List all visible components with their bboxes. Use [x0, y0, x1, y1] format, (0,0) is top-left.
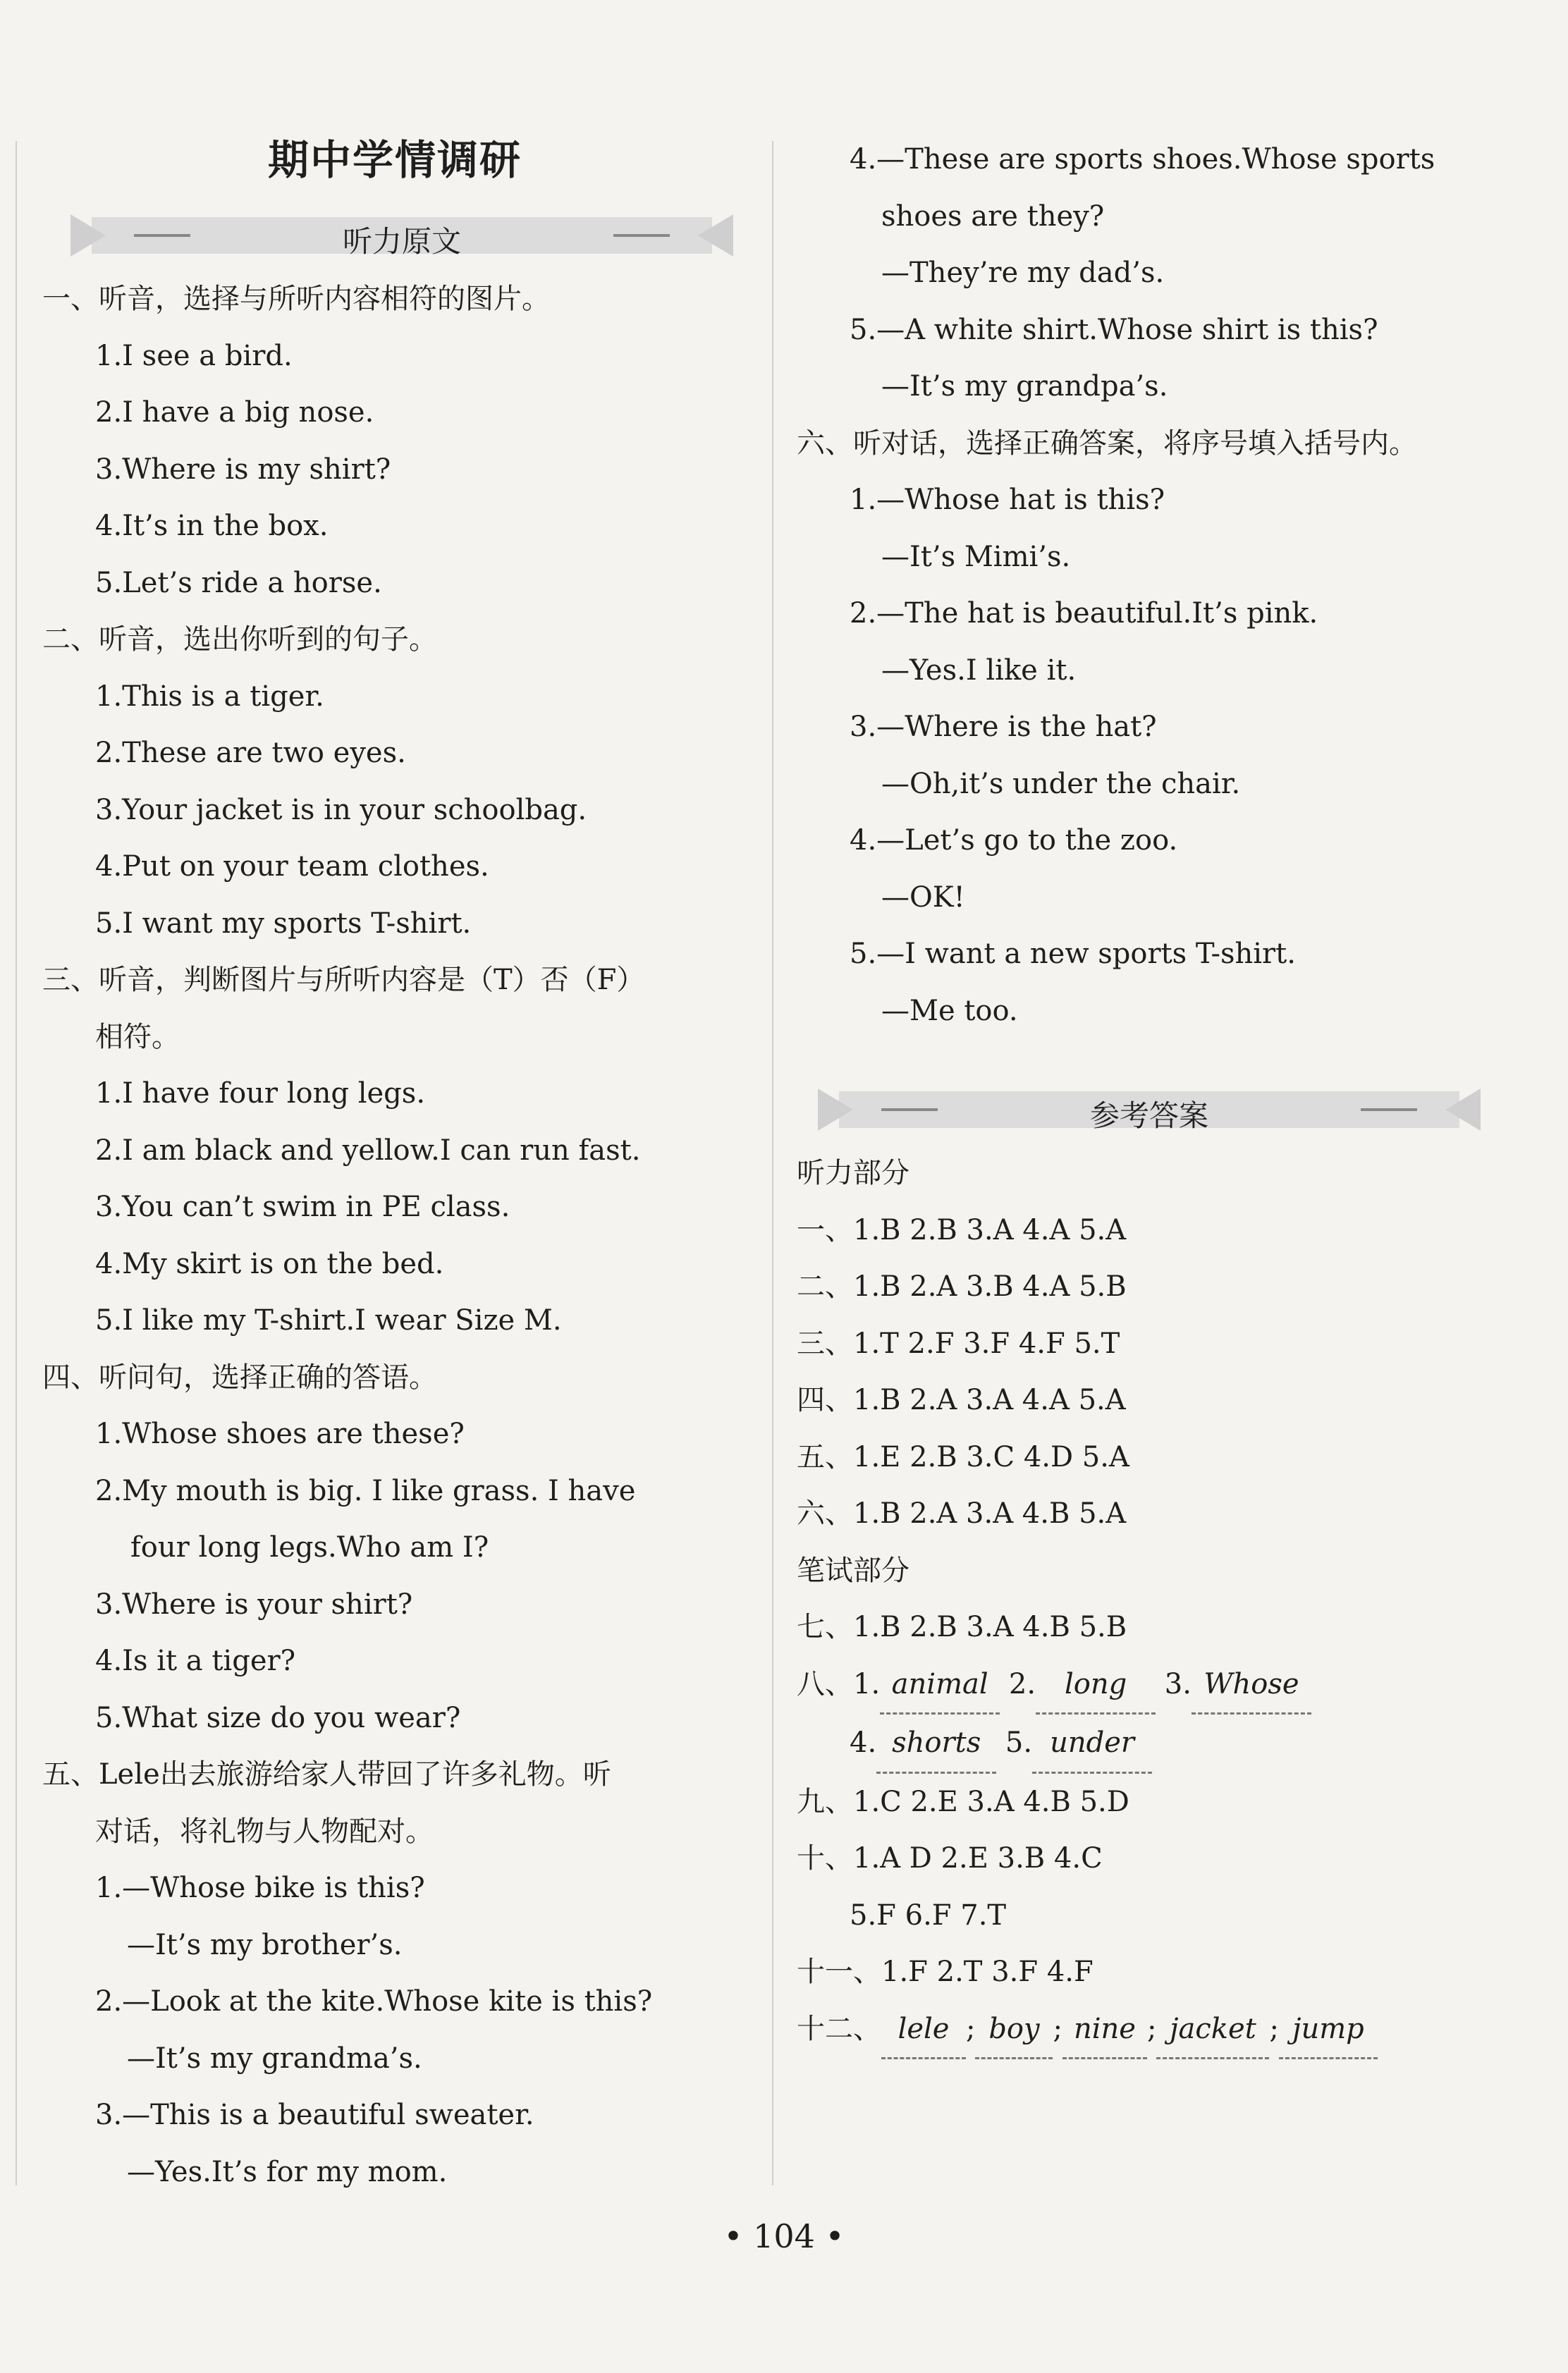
- section-heading: 四、听问句，选择正确的答语。: [42, 1361, 437, 1394]
- list-item-reply: —Me too.: [881, 994, 1018, 1027]
- answer-row: 七、1.B 2.B 3.A 4.B 5.B: [797, 1611, 1127, 1643]
- list-item: 3.Your jacket is in your schoolbag.: [95, 793, 587, 826]
- list-item: 4.Is it a tiger?: [95, 1645, 296, 1677]
- answer-subheading: 笔试部分: [797, 1554, 909, 1587]
- answer-row: 一、1.B 2.B 3.A 4.A 5.A: [797, 1213, 1127, 1246]
- list-item-reply: —It’s Mimi’s.: [881, 540, 1071, 573]
- list-item: 5.What size do you wear?: [95, 1701, 461, 1734]
- answer-row: 五、1.E 2.B 3.C 4.D 5.A: [797, 1440, 1129, 1473]
- list-item-reply: —They’re my dad’s.: [881, 257, 1165, 289]
- answer-row: 四、1.B 2.A 3.A 4.A 5.A: [797, 1384, 1126, 1416]
- handwritten-answer: under: [1032, 1715, 1152, 1774]
- page-title: 期中学情调研: [267, 136, 522, 184]
- list-item: 4.—Let’s go to the zoo.: [850, 824, 1178, 857]
- answer-row-handwritten: 4. shorts 5. under: [797, 1715, 1502, 1774]
- list-item-reply: —OK!: [881, 881, 965, 914]
- list-item: 2.These are two eyes.: [95, 737, 406, 769]
- handwritten-answer: nine: [1062, 2001, 1147, 2060]
- handwritten-answer: Whose: [1192, 1656, 1311, 1715]
- list-item: 3.—Where is the hat?: [850, 711, 1157, 743]
- list-item-reply: —It’s my brother’s.: [127, 1928, 403, 1961]
- list-item: 3.Where is your shirt?: [95, 1588, 413, 1621]
- list-item: 2.—Look at the kite.Whose kite is this?: [95, 1985, 653, 2018]
- list-item-reply: —Yes.It’s for my mom.: [127, 2155, 448, 2188]
- answer-row: 九、1.C 2.E 3.A 4.B 5.D: [797, 1785, 1129, 1818]
- page-number: • 104 •: [723, 2217, 845, 2255]
- answer-row: 二、1.B 2.A 3.B 4.A 5.B: [797, 1270, 1127, 1303]
- list-item: 4.Put on your team clothes.: [95, 850, 489, 883]
- section-heading: 五、Lele出去旅游给家人带回了许多礼物。听: [42, 1758, 611, 1791]
- section-heading: 六、听对话，选择正确答案，将序号填入括号内。: [797, 427, 1417, 460]
- list-item: 4.—These are sports shoes.Whose sports: [850, 143, 1435, 176]
- list-item: 3.—This is a beautiful sweater.: [95, 2099, 534, 2131]
- answer-row-handwritten: 十二、 lele ; boy ; nine ; jacket ; jump: [797, 2001, 1502, 2060]
- list-item: 3.You can’t swim in PE class.: [95, 1191, 510, 1223]
- list-item: 1.This is a tiger.: [95, 680, 324, 713]
- list-item: 1.Whose shoes are these?: [95, 1418, 465, 1450]
- section-heading-cont: 相符。: [95, 1020, 180, 1053]
- column-divider: [772, 141, 773, 2185]
- list-item-cont: four long legs.Who am I?: [130, 1531, 489, 1564]
- list-item: 3.Where is my shirt?: [95, 453, 391, 486]
- list-item: 4.My skirt is on the bed.: [95, 1247, 444, 1280]
- section-heading: 一、听音，选择与所听内容相符的图片。: [42, 283, 550, 315]
- list-item-reply: —It’s my grandpa’s.: [881, 370, 1168, 403]
- section-heading: 二、听音，选出你听到的句子。: [42, 623, 437, 656]
- banner-answer-key: [818, 1081, 1481, 1138]
- list-item: 1.—Whose bike is this?: [95, 1872, 425, 1904]
- list-item-reply: —Oh,it’s under the chair.: [881, 767, 1241, 800]
- answer-row: 六、1.B 2.A 3.A 4.B 5.A: [797, 1497, 1127, 1530]
- answer-row: 十、1.A D 2.E 3.B 4.C: [797, 1842, 1103, 1875]
- right-column: [797, 131, 1502, 2059]
- section-heading: 三、听音，判断图片与所听内容是（T）否（F）: [42, 964, 645, 996]
- left-column: [42, 127, 747, 2200]
- handwritten-answer: long: [1036, 1656, 1156, 1715]
- list-item: 4.It’s in the box.: [95, 510, 329, 542]
- list-item: 2.—The hat is beautiful.It’s pink.: [850, 597, 1318, 630]
- list-item: 5.Let’s ride a horse.: [95, 566, 382, 599]
- banner-title: 参考答案: [1089, 1098, 1208, 1133]
- list-item: 2.I have a big nose.: [95, 396, 374, 429]
- list-item: 1.—Whose hat is this?: [850, 484, 1165, 516]
- handwritten-answer: jacket: [1156, 2001, 1269, 2060]
- handwritten-answer: animal: [880, 1656, 1000, 1715]
- list-item-reply: —Yes.I like it.: [881, 654, 1077, 687]
- answer-row: 5.F 6.F 7.T: [850, 1899, 1007, 1932]
- list-item-cont: shoes are they?: [881, 200, 1105, 233]
- answer-subheading: 听力部分: [797, 1157, 909, 1189]
- list-item: 5.I want my sports T-shirt.: [95, 907, 472, 940]
- list-item: 2.My mouth is big. I like grass. I have: [95, 1474, 636, 1507]
- handwritten-answer: jump: [1279, 2001, 1378, 2060]
- section-heading-cont: 对话，将礼物与人物配对。: [95, 1815, 434, 1848]
- banner-listening-transcript: [71, 207, 733, 264]
- list-item: 5.I like my T-shirt.I wear Size M.: [95, 1304, 562, 1337]
- answer-row-handwritten: 八、1. animal 2. long 3. Whose: [797, 1656, 1502, 1715]
- list-item: 5.—A white shirt.Whose shirt is this?: [850, 313, 1378, 346]
- handwritten-answer: lele: [881, 2001, 966, 2060]
- left-margin-rule: [16, 141, 17, 2185]
- list-item: 5.—I want a new sports T-shirt.: [850, 938, 1296, 970]
- banner-title: 听力原文: [342, 224, 461, 259]
- answer-row: 十一、1.F 2.T 3.F 4.F: [797, 1956, 1094, 1988]
- list-item: 1.I see a bird.: [95, 339, 293, 372]
- list-item-reply: —It’s my grandma’s.: [127, 2042, 422, 2075]
- answer-row: 三、1.T 2.F 3.F 4.F 5.T: [797, 1327, 1120, 1360]
- list-item: 1.I have four long legs.: [95, 1077, 426, 1110]
- handwritten-answer: boy: [975, 2001, 1053, 2060]
- handwritten-answer: shorts: [876, 1715, 996, 1774]
- list-item: 2.I am black and yellow.I can run fast.: [95, 1134, 641, 1167]
